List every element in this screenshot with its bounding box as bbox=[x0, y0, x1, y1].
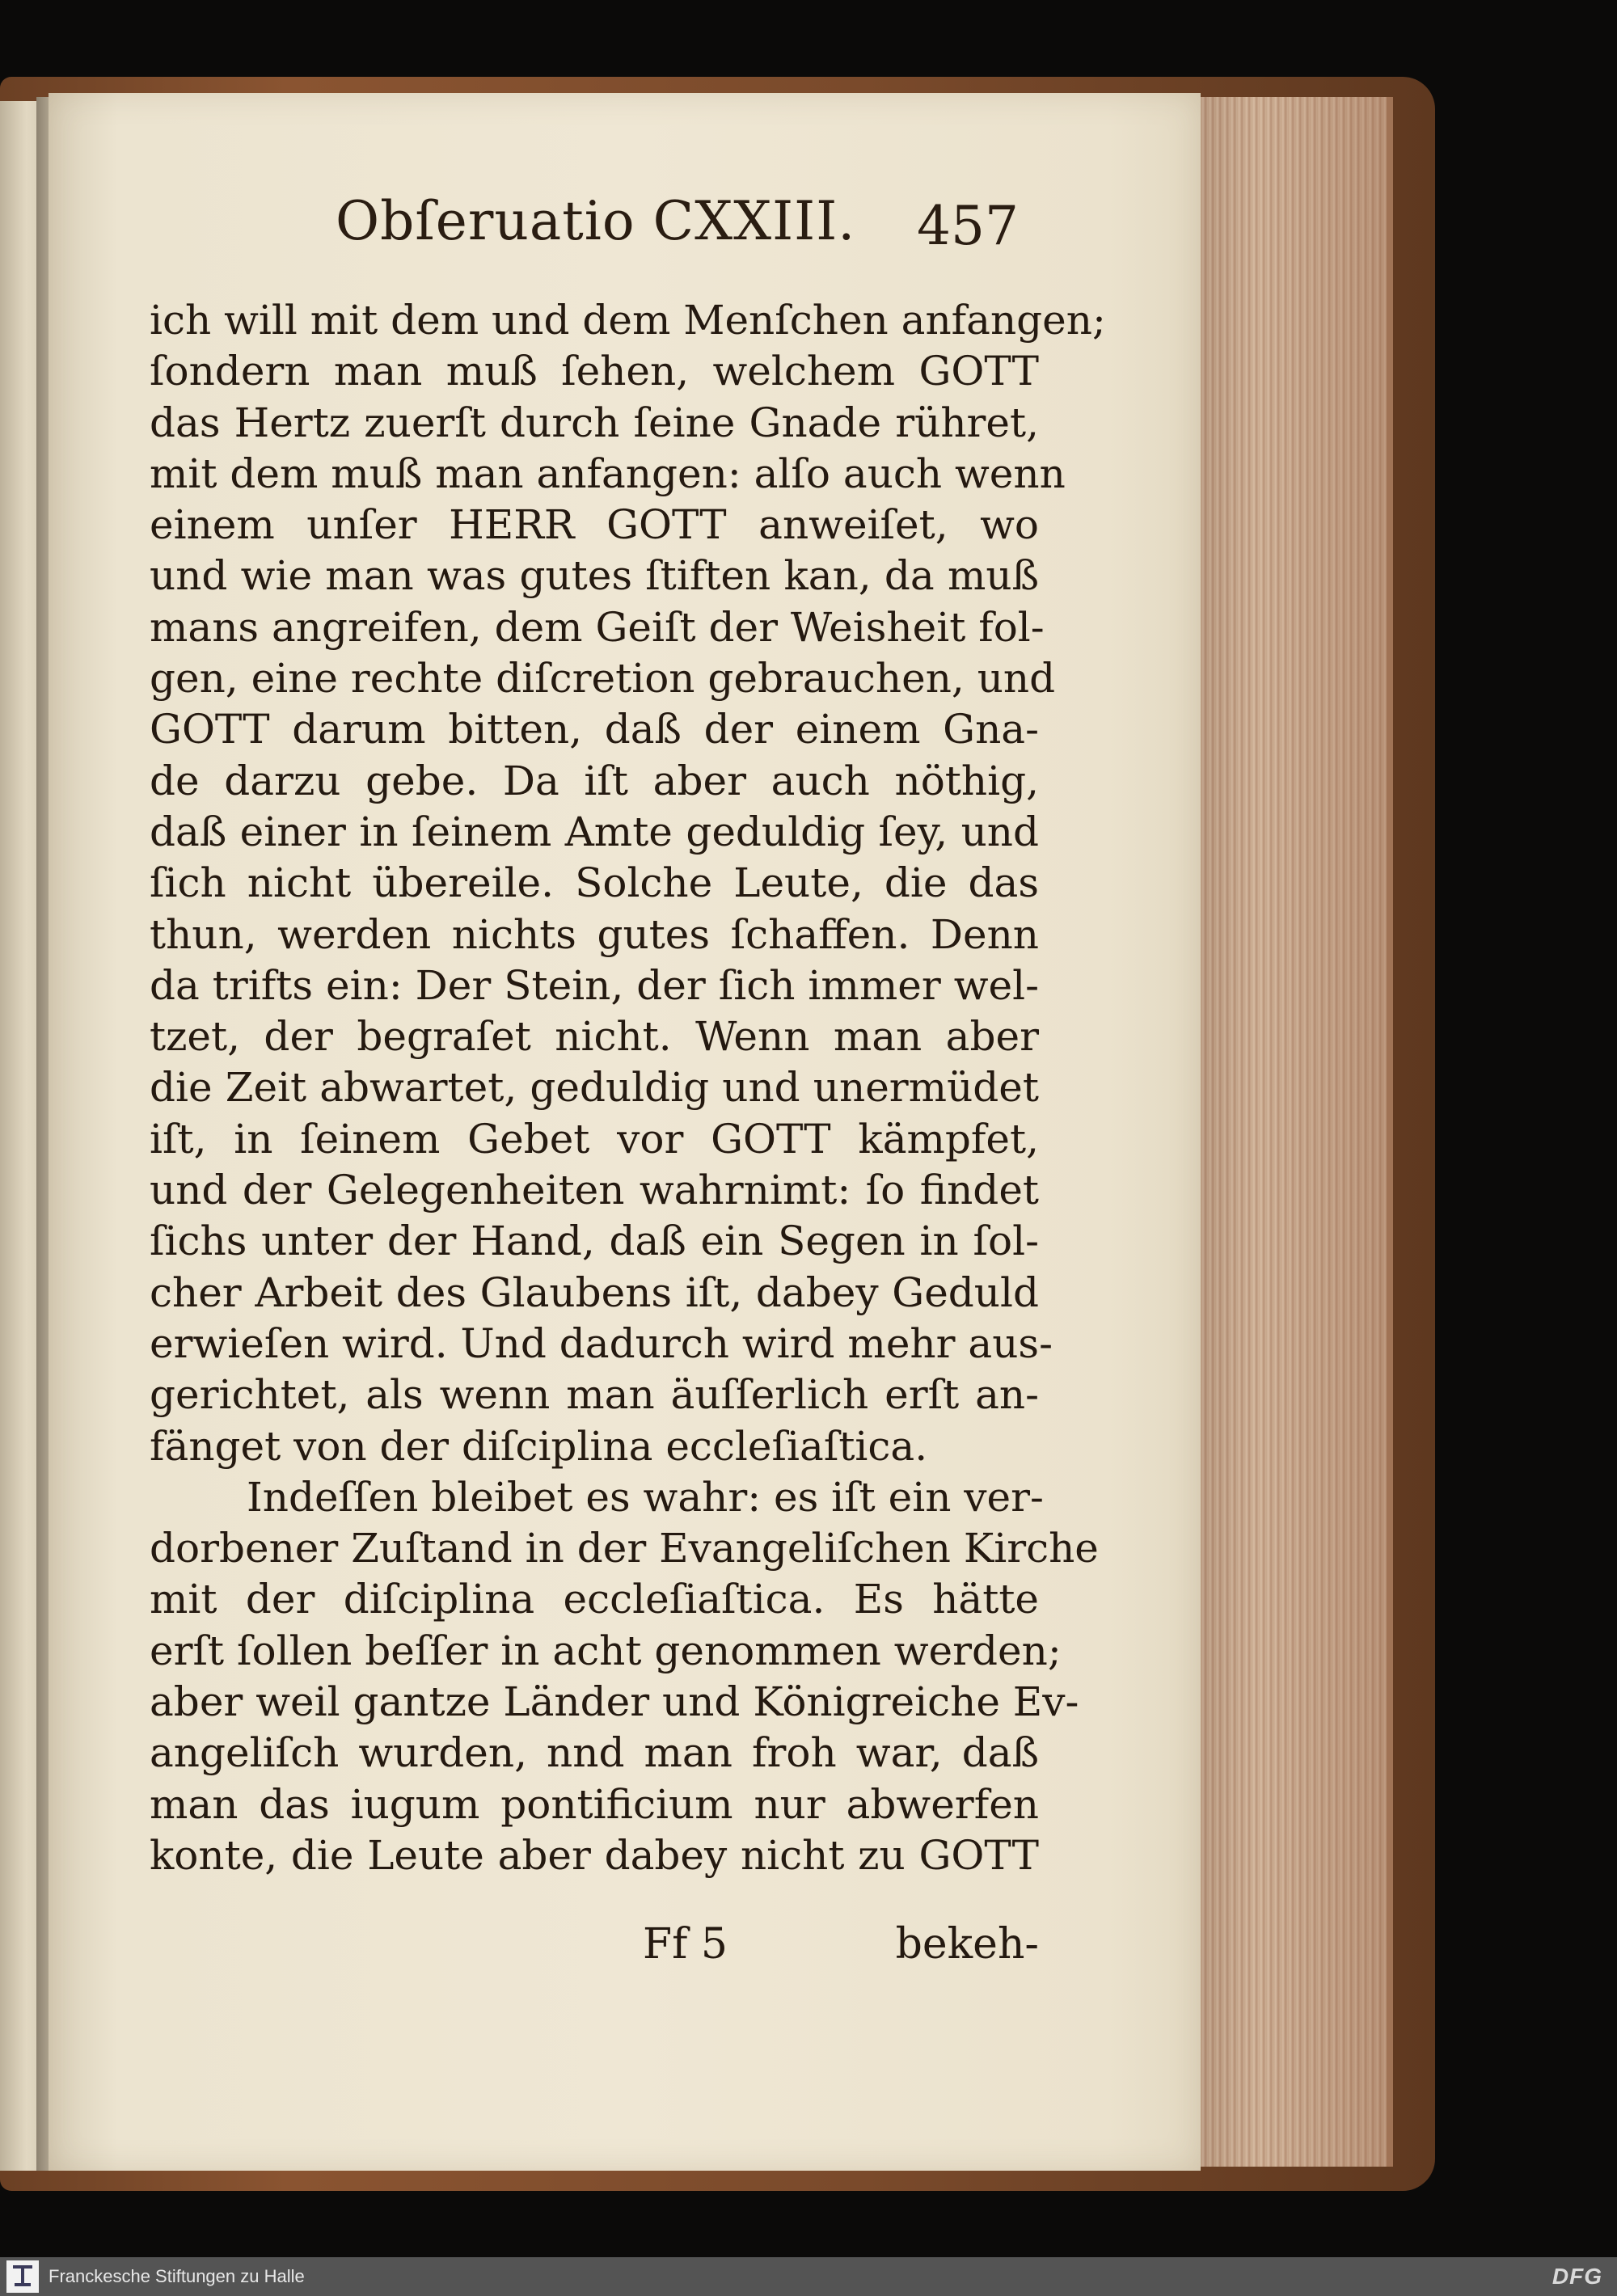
text-line: thun, werden nichts gutes ſchaffen. Denn bbox=[150, 910, 1039, 958]
running-header bbox=[336, 190, 1019, 263]
signature-mark: Ff 5 bbox=[643, 1920, 728, 1969]
header-title: Obſeruatio CXXIII. bbox=[336, 190, 856, 252]
text-line: erwieſen wird. Und dadurch wird mehr aus- bbox=[150, 1319, 1053, 1367]
text-line: konte, die Leute aber dabey nicht zu GOTT bbox=[150, 1831, 1039, 1879]
text-line: mit der diſciplina eccleſiaſtica. Es hätte bbox=[150, 1576, 1039, 1623]
text-line: ich will mit dem und dem Menſchen anfangen; bbox=[150, 297, 1106, 344]
body-text bbox=[150, 295, 1106, 1881]
text-line: ſondern man muß ſehen, welchem GOTT bbox=[150, 348, 1039, 395]
catchword: bekeh- bbox=[895, 1920, 1039, 1969]
text-line: erſt ſollen beſſer in acht genommen werden; bbox=[150, 1627, 1062, 1674]
text-line: dorbener Zuſtand in der Evangeliſchen Kirche bbox=[150, 1525, 1099, 1572]
text-line: aber weil gantze Länder und Königreiche Ev- bbox=[150, 1678, 1079, 1726]
page-footer bbox=[150, 1920, 1039, 1985]
text-line: angeliſch wurden, nnd man froh war, daß bbox=[150, 1729, 1039, 1777]
text-line: ſichs unter der Hand, daß ein Segen in ſol- bbox=[150, 1218, 1039, 1265]
text-line: iſt, in ſeinem Gebet vor GOTT kämpfet, bbox=[150, 1115, 1039, 1163]
text-line: und wie man was gutes ſtiften kan, da muß bbox=[150, 552, 1039, 600]
text-line: und der Gelegenheiten wahrnimt: ſo findet bbox=[150, 1167, 1039, 1214]
fore-edge-shading bbox=[1201, 97, 1387, 2167]
dfg-logo: DFG bbox=[1552, 2264, 1602, 2289]
text-line: mit dem muß man anfangen: alſo auch wenn bbox=[150, 449, 1066, 497]
institution-logo-icon bbox=[6, 2260, 39, 2293]
text-line: die Zeit abwartet, geduldig und unermüdet bbox=[150, 1064, 1039, 1112]
text-line: mans angreifen, dem Geiſt der Weisheit fol- bbox=[150, 603, 1045, 651]
attribution-bar bbox=[0, 2257, 1617, 2296]
text-line: ſich nicht übereile. Solche Leute, die das bbox=[150, 859, 1039, 907]
text-line: einem unſer HERR GOTT anweiſet, wo bbox=[150, 501, 1039, 549]
text-line: da trifts ein: Der Stein, der ſich immer wel- bbox=[150, 961, 1039, 1009]
text-line: daß einer in ſeinem Amte geduldig ſey, und bbox=[150, 808, 1039, 855]
paragraph-start-line: Indeſſen bleibet es wahr: es iſt ein ver- bbox=[247, 1473, 1044, 1521]
text-line: tzet, der begraſet nicht. Wenn man aber bbox=[150, 1013, 1039, 1061]
page-number: 457 bbox=[917, 195, 1019, 257]
text-line: gerichtet, als wenn man äuſſerlich erſt an- bbox=[150, 1371, 1039, 1419]
institution-name: Franckesche Stiftungen zu Halle bbox=[49, 2266, 305, 2286]
text-line: gen, eine rechte diſcretion gebrauchen, und bbox=[150, 655, 1056, 703]
text-line: das Hertz zuerſt durch ſeine Gnade rühret, bbox=[150, 399, 1039, 446]
text-line: man das iugum pontificium nur abwerfen bbox=[150, 1780, 1039, 1828]
text-line: cher Arbeit des Glaubens iſt, dabey Geduld bbox=[150, 1268, 1039, 1316]
text-line: de darzu gebe. Da iſt aber auch nöthig, bbox=[150, 757, 1039, 804]
text-line: GOTT darum bitten, daß der einem Gna- bbox=[150, 706, 1039, 753]
text-line: fänget von der diſciplina eccleſiaſtica. bbox=[150, 1422, 928, 1470]
